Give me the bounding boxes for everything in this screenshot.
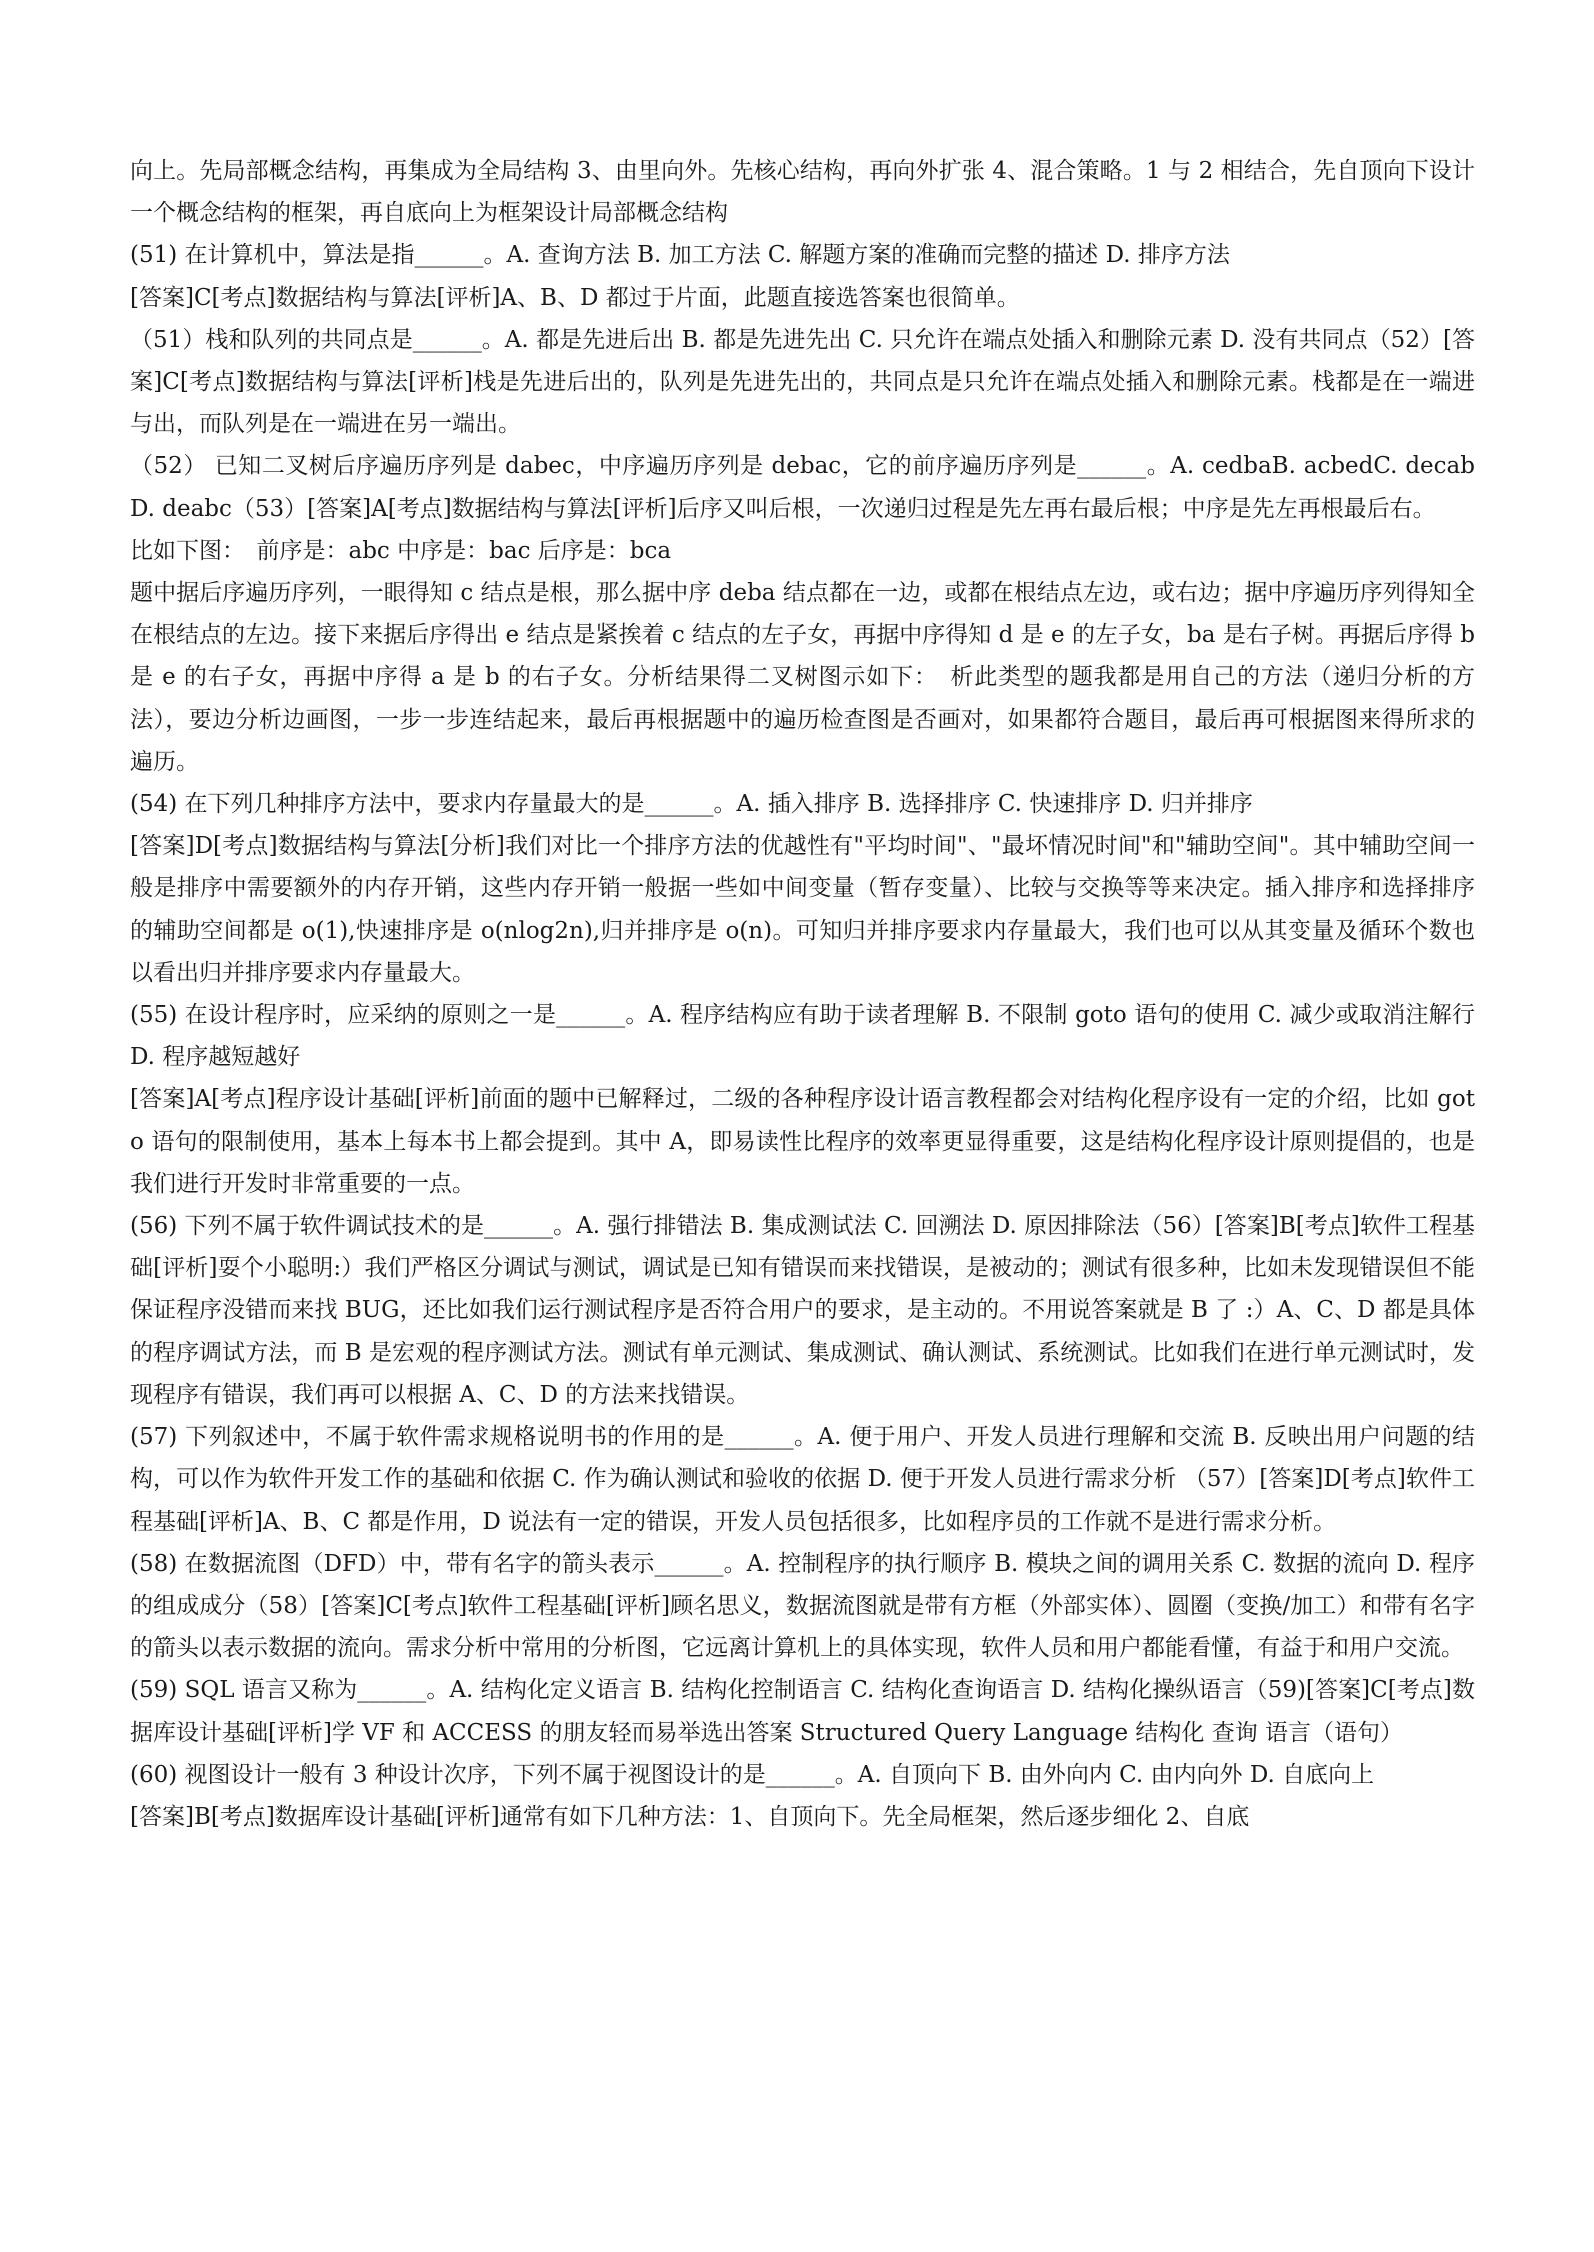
question-60-view-design: (60) 视图设计一般有 3 种设计次序，下列不属于视图设计的是______。A. 自顶向下 B. 由外向内 C. 由内向外 D. 自底向上 <box>130 1761 1375 1788</box>
traversal-example: 比如下图： 前序是：abc 中序是：bac 后序是：bca <box>130 537 672 564</box>
document-page <box>130 150 1475 1838</box>
answer-55-program-design: [答案]A[考点]程序设计基础[评析]前面的题中已解释过，二级的各种程序设计语言教程都会对结构化程序设有一定的介绍，比如 goto 语句的限制使用，基本上每本书上都会提到。其中 A，即易读性比程序的效率更显得重要，这是结构化程序设计原则提倡的，也是我们进行开发时非常重要的一点。 <box>130 1086 1475 1197</box>
question-59-sql: (59) SQL 语言又称为______。A. 结构化定义语言 B. 结构化控制语言 C. 结构化查询语言 D. 结构化操纵语言（59)[答案]C[考点]数据库设计基础[评析]学 VF 和 ACCESS 的朋友轻而易举选出答案 Structured Query Language 结构化 查询 语言（语句） <box>130 1677 1475 1746</box>
question-58-dfd: (58) 在数据流图（DFD）中，带有名字的箭头表示______。A. 控制程序的执行顺序 B. 模块之间的调用关系 C. 数据的流向 D. 程序的组成成分（58）[答案]C[考点]软件工程基础[评析]顾名思义，数据流图就是带有方框（外部实体）、圆圈（变换/加工）和带有名字的箭头以表示数据的流向。需求分析中常用的分析图，它远离计算机上的具体实现，软件人员和用户都能看懂，有益于和用户交流。 <box>130 1550 1475 1662</box>
question-51-algorithm: (51) 在计算机中，算法是指______。A. 查询方法 B. 加工方法 C. 解题方案的准确而完整的描述 D. 排序方法 <box>130 242 1230 269</box>
traversal-analysis: 题中据后序遍历序列，一眼得知 c 结点是根，那么据中序 deba 结点都在一边，或都在根结点左边，或右边；据中序遍历序列得知全在根结点的左边。接下来据后序得出 e 结点是紧挨着 c 结点的左子女，再据中序得知 d 是 e 的左子女，ba 是右子树。再据后序得 b 是 e 的右子女，再据中序得 a 是 b 的右子女。分析结果得二叉树图示如下： 析此类型的题我都是用自己的方法（递归分析的方法），要边分析边画图，一步一步连结起来，最后再根据题中的遍历检查图是否画对，如果都符合题目，最后再可根据图来得所求的遍历。 <box>130 580 1475 775</box>
answer-60-view-design: [答案]B[考点]数据库设计基础[评析]通常有如下几种方法：1、自顶向下。先全局框架，然后逐步细化 2、自底 <box>130 1803 1250 1830</box>
question-56-debugging: (56) 下列不属于软件调试技术的是______。A. 强行排错法 B. 集成测试法 C. 回溯法 D. 原因排除法（56）[答案]B[考点]软件工程基础[评析]耍个小聪明:）我们严格区分调试与测试，调试是已知有错误而来找错误，是被动的；测试有很多种，比如未发现错误但不能保证程序没错而来找 BUG，还比如我们运行测试程序是否符合用户的要求，是主动的。不用说答案就是 B 了 :）A、C、D 都是具体的程序调试方法，而 B 是宏观的程序测试方法。测试有单元测试、集成测试、确认测试、系统测试。比如我们在进行单元测试时，发现程序有错误，我们再可以根据 A、C、D 的方法来找错误。 <box>130 1213 1475 1408</box>
question-55-program-design: (55) 在设计程序时，应采纳的原则之一是______。A. 程序结构应有助于读者理解 B. 不限制 goto 语句的使用 C. 减少或取消注解行 D. 程序越短越好 <box>130 1002 1475 1071</box>
question-52-binary-tree: （52） 已知二叉树后序遍历序列是 dabec，中序遍历序列是 debac，它的前序遍历序列是______。A. cedbaB. acbedC. decabD. deabc（53）[答案]A[考点]数据结构与算法[评析]后序又叫后根，一次递归过程是先左再右最后根；中序是先左再根最后右。 <box>130 453 1475 522</box>
question-54-sorting: (54) 在下列几种排序方法中，要求内存量最大的是______。A. 插入排序 B. 选择排序 C. 快速排序 D. 归并排序 <box>130 791 1253 818</box>
answer-54-sorting: [答案]D[考点]数据结构与算法[分析]我们对比一个排序方法的优越性有"平均时间"、"最坏情况时间"和"辅助空间"。其中辅助空间一般是排序中需要额外的内存开销，这些内存开销一般据一些如中间变量（暂存变量）、比较与交换等等来决定。插入排序和选择排序的辅助空间都是 o(1),快速排序是 o(nlog2n),归并排序是 o(n)。可知归并排序要求内存量最大，我们也可以从其变量及循环个数也以看出归并排序要求内存量最大。 <box>130 833 1475 986</box>
answer-51-algorithm: [答案]C[考点]数据结构与算法[评析]A、B、D 都过于片面，此题直接选答案也很简单。 <box>130 284 1020 311</box>
question-57-requirements: (57) 下列叙述中，不属于软件需求规格说明书的作用的是______。A. 便于用户、开发人员进行理解和交流 B. 反映出用户问题的结构，可以作为软件开发工作的基础和依据 C. 作为确认测试和验收的依据 D. 便于开发人员进行需求分析 （57）[答案]D[考点]软件工程基础[评析]A、B、C 都是作用，D 说法有一定的错误，开发人员包括很多，比如程序员的工作就不是进行需求分析。 <box>130 1424 1475 1535</box>
paragraph-intro-continued: 向上。先局部概念结构，再集成为全局结构 3、由里向外。先核心结构，再向外扩张 4、混合策略。1 与 2 相结合，先自顶向下设计一个概念结构的框架，再自底向上为框架设计局部概念结构 <box>130 158 1475 227</box>
question-51-stack-queue: （51）栈和队列的共同点是______。A. 都是先进后出 B. 都是先进先出 C. 只允许在端点处插入和删除元素 D. 没有共同点（52）[答案]C[考点]数据结构与算法[评析]栈是先进后出的，队列是先进先出的，共同点是只允许在端点处插入和删除元素。栈都是在一端进与出，而队列是在一端进在另一端出。 <box>130 326 1475 438</box>
